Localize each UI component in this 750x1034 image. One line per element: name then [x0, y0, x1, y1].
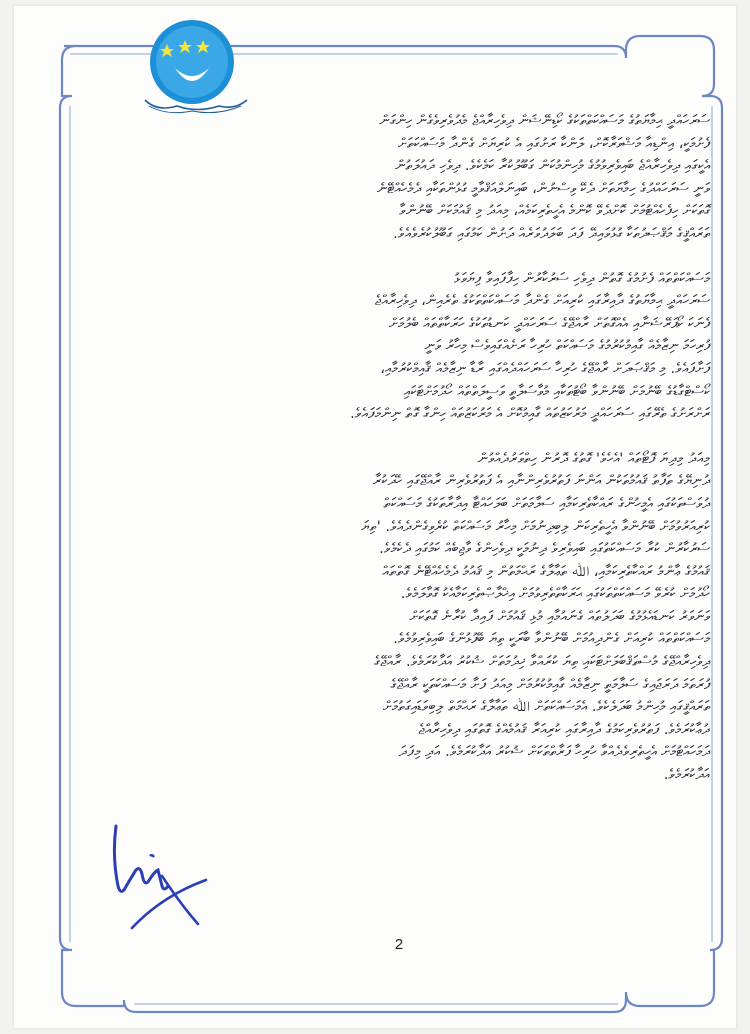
handwritten-signature — [102, 816, 212, 936]
paragraph-line: ފުރިހަމަ ނިޒާމެއް ގާއިމުކުރުމުގެ މަސައްކަތް ހުރިހާ ރަށެއްގައިވެސް މިހާރު ވަނީ — [424, 338, 710, 355]
paragraph-line: ތަރައްޤީގެ މަޤްޞަދުތަކާ ގުޅުވައިދޭ ފަދަ ބަލަދުވަރެއް ދަށުން ކަމުގައި ގަބޫލުކުރެވެއެވެ. — [393, 225, 710, 242]
paragraph-line: ސަރަހައްދީ ޙިމާޔަތުގެ މަސައްކަތްތަކުގެ ކޯޑިނޭޝަން ދިވެހިރާއްޖެ މެދުވެރިވެގެން ހިންގަން — [379, 113, 710, 129]
paragraph-line: ޤައުމުގެ ޢާންމު ރައްކާތެރިކަމާއި، ﷲ ތަޢާލާގެ ރަޙްމަތުން މި ޤައުމު ދެމެހެއްޓޭނެ ގޮތްތައް — [382, 563, 710, 580]
paragraph-line: ރަށްރަށުގެ ތެރޭގައި ސަރަހައްދީ މަރުކަޒުތައް ގާއިމުކޮށް އެ މަރުކަޒުތައް ހިންގާ ގޮތް ނިންމަފައެވެ. — [350, 406, 710, 423]
section-heading: މިއަދު މިދިޔަ ފޮޓޯތައް 'އެހެވެ' ގޮތުގެ ދޮރުން ހިތްވަރުދެއްވުން — [477, 450, 710, 467]
paragraph-line: ދަމަހައްޓުމަށް އެހީތެރިވެދެއްވާ ހުރިހާ ފަރާތްތަކަށް ޝުކުރު އަދާކުރަމެވެ. އަދި މިފަދަ — [398, 744, 710, 761]
paragraph-line: ވަނަވަރު ކަނޑައެޅުމުގެ ބަދަލުތައް ގެނައުމާއި މުޅި ޤައުމަށް ފައިދާ ކުރާނެ ގޮތަކަށް — [409, 608, 710, 625]
paragraph-line: ފަށާފައެވެ. މި މަޤްޞަދަށް ރާއްޖޭގެ ހުރިހާ ސަރަހައްދެއްގައި ރާޑާ ނިޒާމެއް ޤާއިމްކުރުމާއި، — [380, 360, 710, 377]
paragraph-line: ދުވަސްތަކުގައި އެމީހުންގެ ރައްކާތެރިކަމާއި ސަލާމަތަށް ބަލަހައްޓާ އިދާރާތަކުގެ މަސައްކަތް — [383, 495, 710, 512]
paragraph-line: ފެށުމަކީ، އިންޑިއާ މަޝްވަރާކޮށް، ލަންކާ ރަށުގައި އެ ކުރިޔަށް ގެންދާ މަސައްކަތަށް — [397, 135, 710, 152]
paragraph-line: އަދާކުރަމެވެ. — [663, 767, 710, 784]
paragraph-line: ސަރަހައްދީ ޙިމާޔަތުގެ ދާއިރާގައި ކުރިއަށް ގެންދާ މަސައްކަތްތަކުގެ ތެރެއިން، ދިވެހިރާއްޖެ — [374, 293, 710, 310]
paragraph-line: ފުރަތަމަ ދަރަޖައިގެ ސަލާމަތީ ނިޒާމެއް ގާއިމުކުރުމަށް މިއަދު ފަށާ މަސައްކަތަކީ ރާއްޖޭގެ — [390, 676, 710, 693]
paragraph-line: މަސައްކަތްތައް ކުރިއަށް ގެންދިއުމަށް ބޭނުންވާ ބާރަކީ ތިޔަ ބޭފުޅުންގެ ބައިވެރިވުމެވެ. — [393, 631, 710, 648]
paragraph-line: ކޯސްޓްގާޑުގެ ބޭނުމަށް ބޭނުންވާ ބޯޓުތަކާއި މުވާސަލާތީ ވަސީލަތްތައް ހޯދުމަށްޓަކައި — [403, 383, 710, 400]
paragraph-line: އެކީގައި ދިވެހިރާއްޖެ ބައިވެރިވުމުގެ މުހިންމުކަން ގަބޫލުކުރާ ކަމެކެވެ. ދިވެހި ދައުލަތުން — [395, 158, 710, 175]
document-page — [14, 6, 736, 1028]
paragraph-line: ހޯދުމަށް ކުރެވޭ މަސައްކަތްތަކުގައި ޙަރަކާތްތެރިވުމަށް އިޚްލާޞްތެރިކަމާއެކު ގޮވާލަމެވެ. — [400, 586, 710, 603]
paragraph-line: ފެނަކަ ކޯޕަރޭޝަނާއި އެއްގޮތަށް ރާއްޖޭގެ ސަރަހައްދީ ކަނޑުތަކުގެ ހަރަކާތްތައް ބެލުމަށް — [389, 315, 710, 332]
paragraph-line: ގޮތަކަށް ހިފެހެއްޓުމަށް ކޮށްދެވޭ ކޮންމެ އެހީތެރިކަމެއް، މިއަދު މި ޤައުމަކަށް ބޭނުންވާ — [399, 203, 710, 220]
paragraph-line: ދުޢާކުރަމެވެ. ފަތުރުވެރިކަމުގެ ދާއިރާގައި ކުރިއަރާ ޤައުމެއްގެ ގޮތުގައި ދިވެހިރާއްޖެ — [418, 721, 710, 738]
party-logo — [137, 14, 255, 118]
paragraph-line: ސަރުކާރުން ކުރާ މަސައްކަތުގައި ބައިވެރިވެ ދިނުމަކީ ދިވެހިންގެ ވާޖިބެއް ކަމުގައި ދެކެމެވެ. — [379, 541, 710, 558]
paragraph-line: ވަނީ ސަރަހައްދުގެ ހިމާޔަތަށް ދެކޭ ވިސްނުން، ބައިނަލްއަޤްވާމީ ގުޅުންތަކާއި ދެމެހެއްޓޭނެ — [376, 180, 710, 197]
paragraph-line: ދިވެހިރާއްޖޭގެ މުސްތަޤްބަލަށްޓަކައި ތިޔަ ކުރައްވާ ޚިދުމަތަށް ޝުކުރު އަދާކުރަމެވެ. ރާއްޖޭގެ — [373, 654, 710, 671]
paragraph-line: ކުރިއަރުވުމަށް ބޭނުންވާ އެހީތެރިކަން ލިބިދިނުމަށް މިހާރު މަސައްކަތް ކުރެވިގެންދެއެވެ. 'ތިޔަ — [361, 518, 710, 535]
section-heading: މަސައްކަތްތައް ފެށުމުގެ ގޮތުން ދިވެހި ސަރުކާރުން ހިފާފައިވާ ފިޔަވަޅު — [454, 270, 710, 287]
paragraph-line: ދުނިޔޭގެ ތަފާތު ޤައުމުތަކުން އަންނަ ފަތުރުވެރިންނާއި އެ ފަތުރުވެރިން ރާއްޖޭގައި ހޭދަކުރާ — [372, 473, 710, 490]
paragraph-line: ތަރައްޤީގައި މުހިންމު ބަދަލެކެވެ. އެމަސައްކަތަށް ﷲ ތަޢާލާގެ ރަޙްމަތް ލިބިވަޑައިގަތުމަށް — [382, 699, 710, 716]
letter-body — [120, 110, 710, 787]
page-number: 2 — [394, 936, 404, 953]
